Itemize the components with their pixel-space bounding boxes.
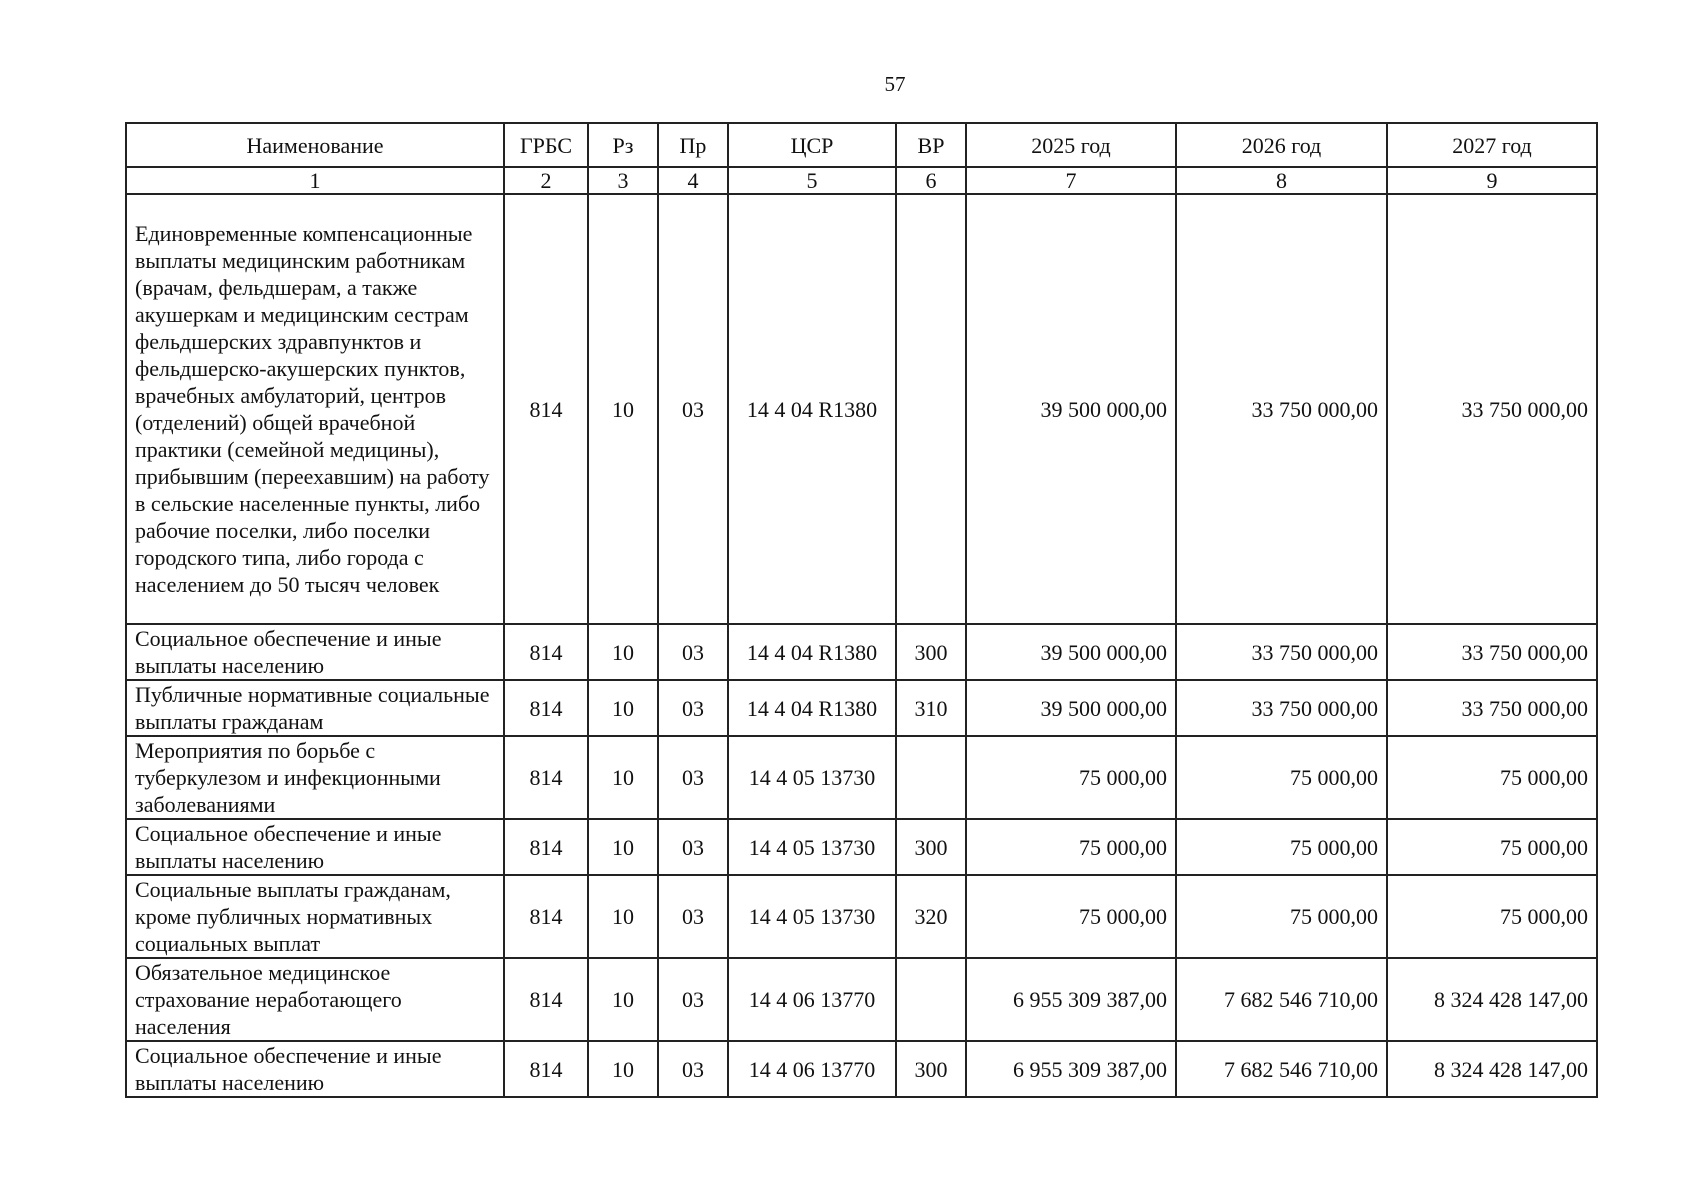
row-2026: 7 682 546 710,00 bbox=[1176, 958, 1387, 1041]
row-2025: 39 500 000,00 bbox=[966, 624, 1176, 680]
row-name: Обязательное медицинское страхование неработающего населения bbox=[126, 958, 504, 1041]
table-row bbox=[126, 819, 1597, 875]
row-pr: 03 bbox=[658, 624, 728, 680]
row-grbs: 814 bbox=[504, 875, 588, 958]
row-2026: 7 682 546 710,00 bbox=[1176, 1041, 1387, 1097]
header-grbs: ГРБС bbox=[504, 123, 588, 167]
row-csr: 14 4 04 R1380 bbox=[728, 624, 896, 680]
header-name: Наименование bbox=[126, 123, 504, 167]
header-vr: ВР bbox=[896, 123, 966, 167]
row-rz: 10 bbox=[588, 875, 658, 958]
row-vr bbox=[896, 194, 966, 624]
row-rz: 10 bbox=[588, 680, 658, 736]
header-csr: ЦСР bbox=[728, 123, 896, 167]
row-name: Единовременные компенсационные выплаты медицинским работникам (врачам, фельдшерам, а также акушеркам и медицинским сестрам фельдшерских здравпунктов и фельдшерско-акушерских пунктов, врачебных амбулаторий, центров (отделений) общей врачебной практики (семейной медицины), прибывшим (переехавшим) на работу в сельские населенные пункты, либо рабочие поселки, либо поселки городского типа, либо города с населением до 50 тысяч человек bbox=[126, 194, 504, 624]
row-2026: 75 000,00 bbox=[1176, 875, 1387, 958]
row-2026: 33 750 000,00 bbox=[1176, 194, 1387, 624]
row-2027: 75 000,00 bbox=[1387, 875, 1597, 958]
row-2027: 8 324 428 147,00 bbox=[1387, 958, 1597, 1041]
row-grbs: 814 bbox=[504, 819, 588, 875]
header-pr: Пр bbox=[658, 123, 728, 167]
column-number: 4 bbox=[658, 167, 728, 194]
row-name: Социальное обеспечение и иные выплаты населению bbox=[126, 1041, 504, 1097]
row-rz: 10 bbox=[588, 736, 658, 819]
row-2025: 75 000,00 bbox=[966, 819, 1176, 875]
row-2027: 75 000,00 bbox=[1387, 736, 1597, 819]
header-2026: 2026 год bbox=[1176, 123, 1387, 167]
row-2025: 6 955 309 387,00 bbox=[966, 1041, 1176, 1097]
row-2026: 75 000,00 bbox=[1176, 736, 1387, 819]
row-csr: 14 4 05 13730 bbox=[728, 875, 896, 958]
column-number: 5 bbox=[728, 167, 896, 194]
row-grbs: 814 bbox=[504, 958, 588, 1041]
row-rz: 10 bbox=[588, 958, 658, 1041]
row-csr: 14 4 05 13730 bbox=[728, 736, 896, 819]
table-row bbox=[126, 624, 1597, 680]
row-grbs: 814 bbox=[504, 680, 588, 736]
row-2027: 8 324 428 147,00 bbox=[1387, 1041, 1597, 1097]
table-row bbox=[126, 194, 1597, 624]
page-number: 57 bbox=[884, 72, 906, 96]
row-2026: 33 750 000,00 bbox=[1176, 680, 1387, 736]
row-pr: 03 bbox=[658, 736, 728, 819]
row-2026: 75 000,00 bbox=[1176, 819, 1387, 875]
row-2025: 75 000,00 bbox=[966, 875, 1176, 958]
row-vr: 300 bbox=[896, 1041, 966, 1097]
row-grbs: 814 bbox=[504, 736, 588, 819]
column-number: 9 bbox=[1387, 167, 1597, 194]
row-pr: 03 bbox=[658, 1041, 728, 1097]
row-2027: 33 750 000,00 bbox=[1387, 680, 1597, 736]
row-pr: 03 bbox=[658, 194, 728, 624]
row-name: Социальное обеспечение и иные выплаты населению bbox=[126, 624, 504, 680]
row-pr: 03 bbox=[658, 819, 728, 875]
column-number: 3 bbox=[588, 167, 658, 194]
table-row bbox=[126, 958, 1597, 1041]
row-2025: 6 955 309 387,00 bbox=[966, 958, 1176, 1041]
column-number: 7 bbox=[966, 167, 1176, 194]
row-2027: 33 750 000,00 bbox=[1387, 194, 1597, 624]
table-row bbox=[126, 736, 1597, 819]
row-name: Публичные нормативные социальные выплаты гражданам bbox=[126, 680, 504, 736]
row-2027: 33 750 000,00 bbox=[1387, 624, 1597, 680]
row-csr: 14 4 04 R1380 bbox=[728, 194, 896, 624]
header-row bbox=[126, 123, 1597, 167]
column-number: 1 bbox=[126, 167, 504, 194]
row-grbs: 814 bbox=[504, 624, 588, 680]
row-csr: 14 4 05 13730 bbox=[728, 819, 896, 875]
row-rz: 10 bbox=[588, 624, 658, 680]
row-2026: 33 750 000,00 bbox=[1176, 624, 1387, 680]
row-2025: 39 500 000,00 bbox=[966, 194, 1176, 624]
header-2025: 2025 год bbox=[966, 123, 1176, 167]
column-number: 6 bbox=[896, 167, 966, 194]
column-number: 8 bbox=[1176, 167, 1387, 194]
row-name: Социальное обеспечение и иные выплаты населению bbox=[126, 819, 504, 875]
row-pr: 03 bbox=[658, 958, 728, 1041]
header-2027: 2027 год bbox=[1387, 123, 1597, 167]
row-rz: 10 bbox=[588, 819, 658, 875]
row-pr: 03 bbox=[658, 875, 728, 958]
row-vr bbox=[896, 958, 966, 1041]
table-row bbox=[126, 875, 1597, 958]
row-name: Мероприятия по борьбе с туберкулезом и инфекционными заболеваниями bbox=[126, 736, 504, 819]
row-csr: 14 4 06 13770 bbox=[728, 958, 896, 1041]
row-csr: 14 4 04 R1380 bbox=[728, 680, 896, 736]
row-2025: 39 500 000,00 bbox=[966, 680, 1176, 736]
row-csr: 14 4 06 13770 bbox=[728, 1041, 896, 1097]
header-rz: Рз bbox=[588, 123, 658, 167]
row-vr bbox=[896, 736, 966, 819]
row-rz: 10 bbox=[588, 194, 658, 624]
row-name: Социальные выплаты гражданам, кроме публичных нормативных социальных выплат bbox=[126, 875, 504, 958]
row-pr: 03 bbox=[658, 680, 728, 736]
column-number-row bbox=[126, 167, 1597, 194]
row-grbs: 814 bbox=[504, 1041, 588, 1097]
table-row bbox=[126, 1041, 1597, 1097]
row-2025: 75 000,00 bbox=[966, 736, 1176, 819]
row-vr: 300 bbox=[896, 624, 966, 680]
row-grbs: 814 bbox=[504, 194, 588, 624]
row-2027: 75 000,00 bbox=[1387, 819, 1597, 875]
row-vr: 320 bbox=[896, 875, 966, 958]
row-vr: 310 bbox=[896, 680, 966, 736]
row-rz: 10 bbox=[588, 1041, 658, 1097]
column-number: 2 bbox=[504, 167, 588, 194]
row-vr: 300 bbox=[896, 819, 966, 875]
budget-table bbox=[125, 122, 1598, 1098]
table-row bbox=[126, 680, 1597, 736]
